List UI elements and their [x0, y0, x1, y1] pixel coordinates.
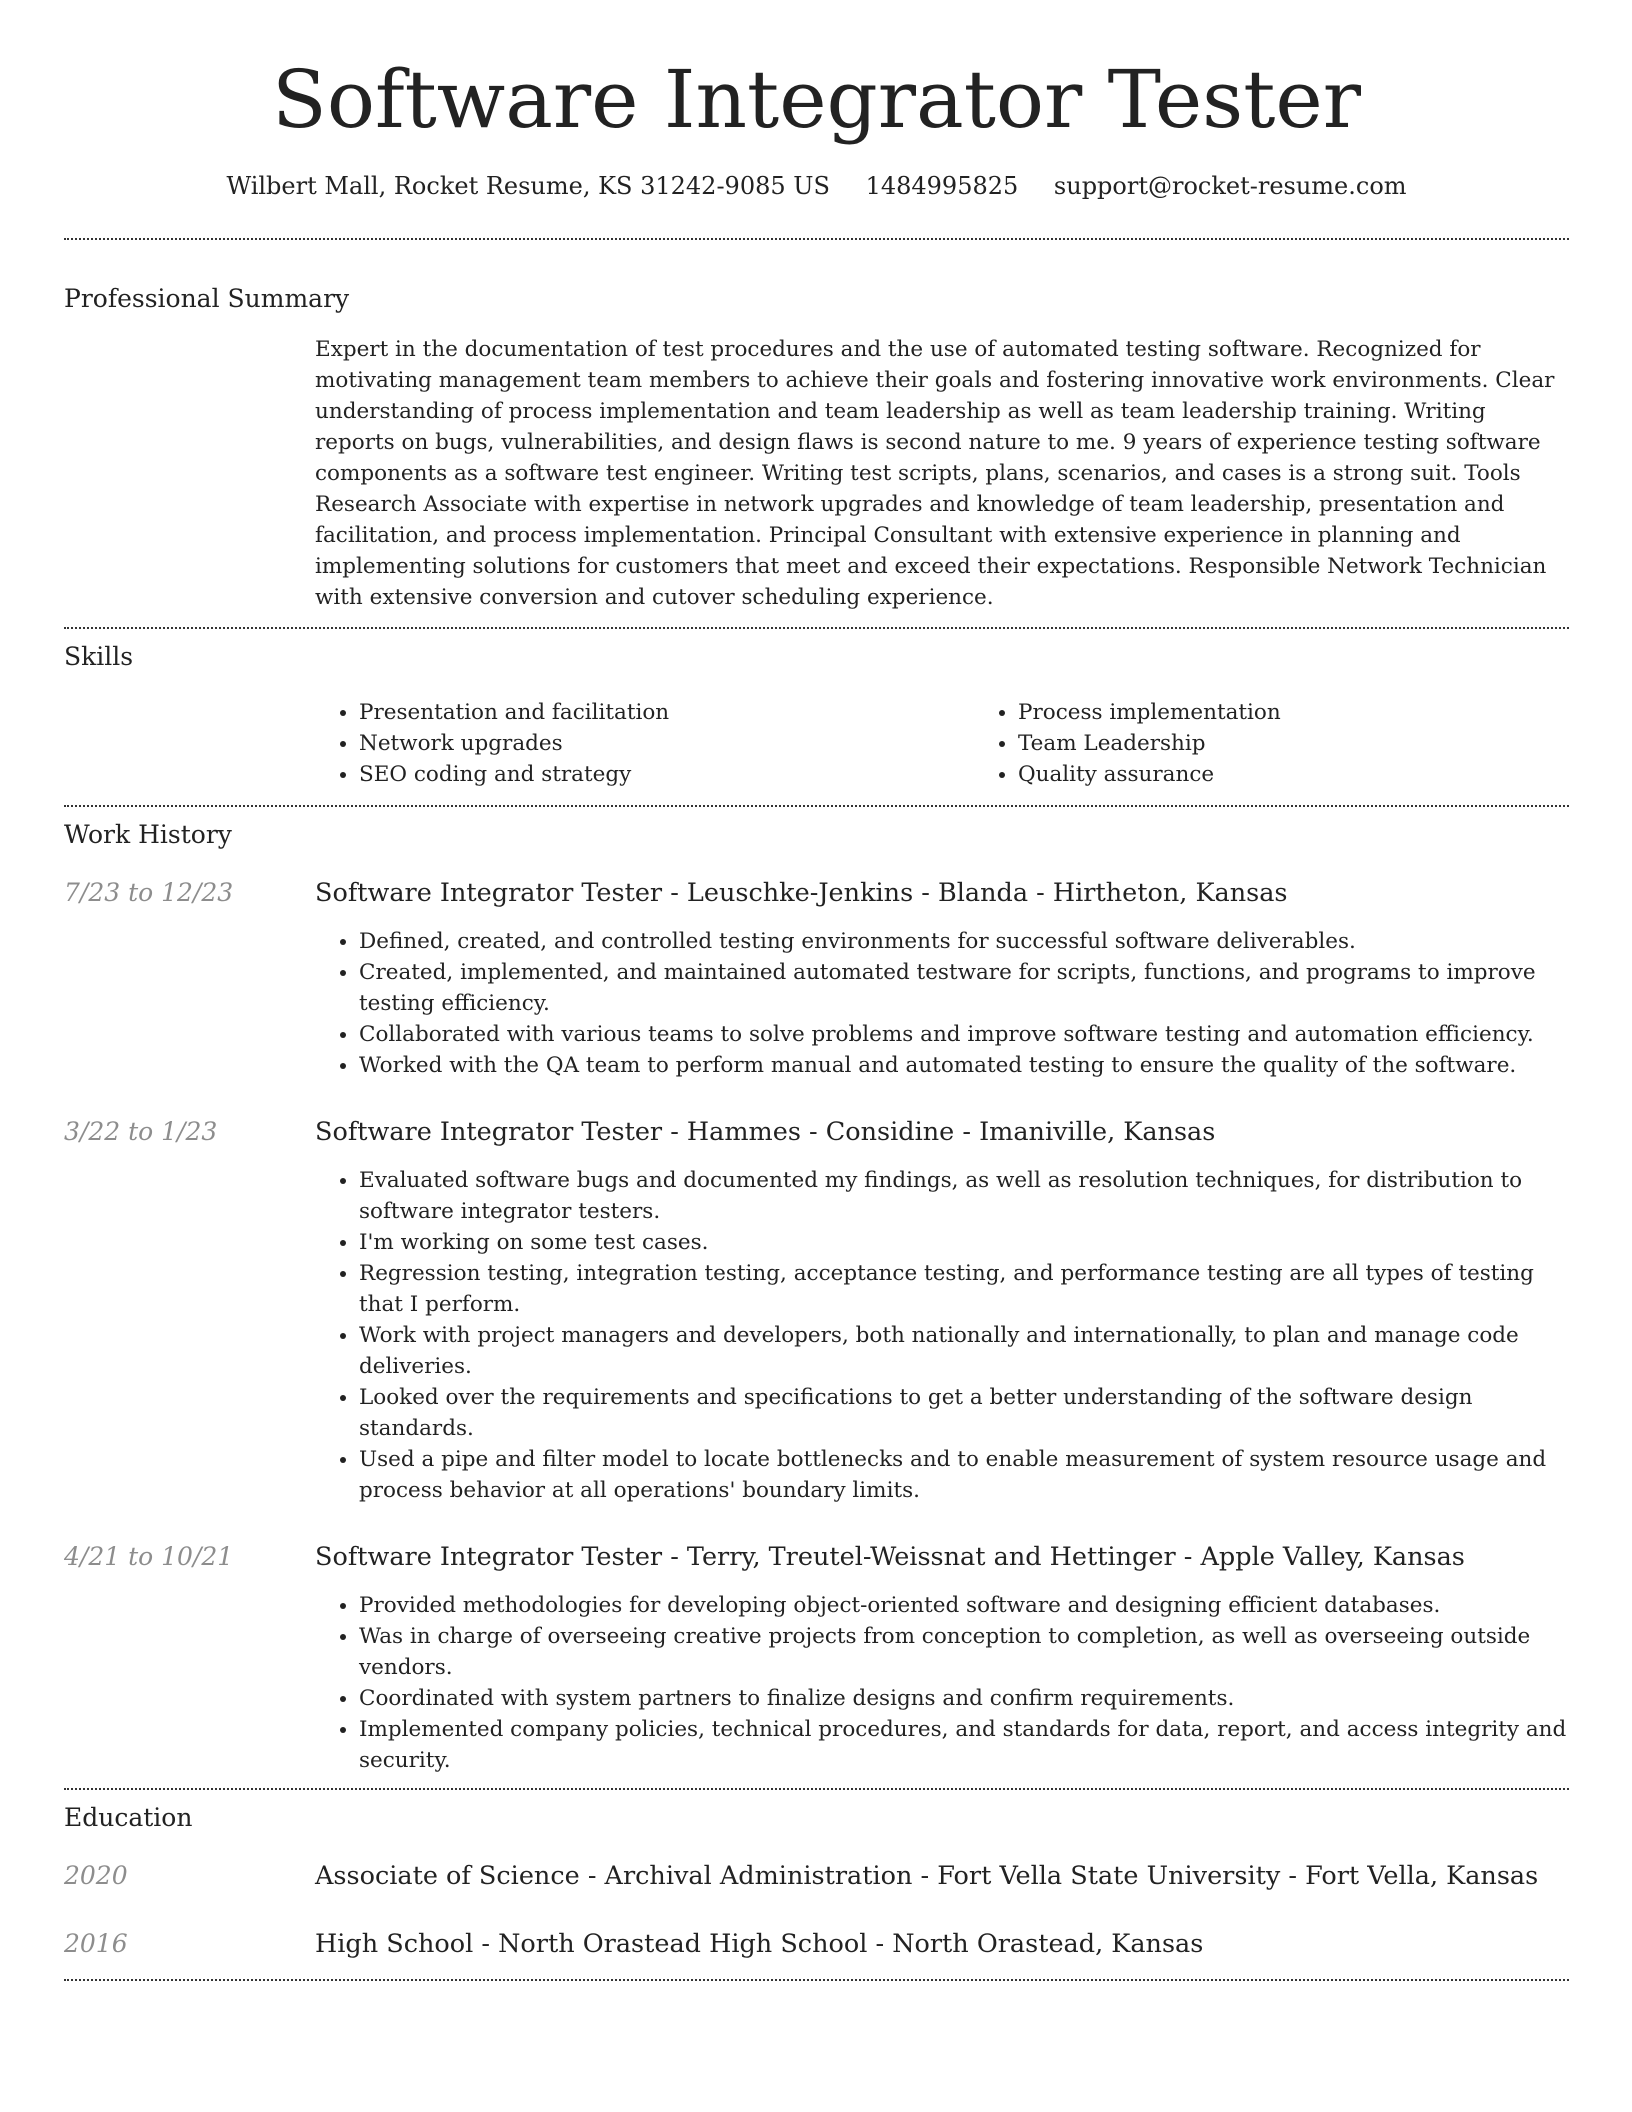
skill-item: • Process implementation [1018, 697, 1632, 728]
divider [64, 1979, 1569, 1981]
job-entry [64, 1117, 1569, 1506]
education-heading: Associate of Science - Archival Administration - Fort Vella State University - Fort Vella, Kansas [315, 1861, 1539, 1891]
skills-section [64, 642, 1569, 790]
resume-page [64, 0, 1569, 1981]
education-year: 2020 [64, 1861, 128, 1890]
skills-list-right [974, 697, 1632, 790]
job-bullet: • Defined, created, and controlled testing environments for successful software deliverables. [359, 926, 1569, 957]
job-heading: Software Integrator Tester - Leuschke-Jenkins - Blanda - Hirtheton, Kansas [315, 878, 1288, 908]
job-bullet: • Coordinated with system partners to finalize designs and confirm requirements. [359, 1683, 1569, 1714]
summary-section [64, 284, 1569, 613]
job-bullet: • Regression testing, integration testing, acceptance testing, and performance testing are all types of testing that I perform. [359, 1258, 1569, 1320]
education-entry [64, 1929, 1569, 1959]
skill-item: • SEO coding and strategy [359, 759, 974, 790]
section-title-summary: Professional Summary [64, 284, 350, 313]
skills-list-left [315, 697, 974, 790]
job-bullet: • Implemented company policies, technical procedures, and standards for data, report, and access integrity and security. [359, 1714, 1569, 1776]
summary-text: Expert in the documentation of test procedures and the use of automated testing software. Recognized for motivating management team members to achieve their goals and fostering innovative work environments. Clear understanding of process implementation and team leadership as well as team leadership training. Writing reports on bugs, vulnerabilities, and design flaws is second nature to me. 9 years of experience testing software components as a software test engineer. Writing test scripts, plans, scenarios, and cases is a strong suit. Tools Research Associate with expertise in network upgrades and knowledge of team leadership, presentation and facilitation, and process implementation. Principal Consultant with extensive experience in planning and implementing solutions for customers that meet and exceed their expectations. Responsible Network Technician with extensive conversion and cutover scheduling experience. [315, 337, 1555, 610]
job-bullet: • I'm working on some test cases. [359, 1227, 1569, 1258]
job-bullet: • Provided methodologies for developing object-oriented software and designing efficient databases. [359, 1590, 1569, 1621]
job-bullets [315, 1165, 1569, 1506]
job-heading: Software Integrator Tester - Terry, Treutel-Weissnat and Hettinger - Apple Valley, Kansas [315, 1542, 1465, 1572]
section-title-work-history: Work History [64, 820, 232, 849]
job-bullet: • Looked over the requirements and specifications to get a better understanding of the software design standards. [359, 1382, 1569, 1444]
education-entry [64, 1861, 1569, 1891]
section-title-skills: Skills [64, 642, 134, 671]
divider [64, 238, 1569, 240]
job-bullets [315, 1590, 1569, 1776]
divider [64, 627, 1569, 629]
divider [64, 805, 1569, 807]
contact-address: Wilbert Mall, Rocket Resume, KS 31242-9085 US [226, 172, 830, 200]
work-history-section [64, 820, 1569, 1776]
skill-item: • Presentation and facilitation [359, 697, 974, 728]
job-dates: 4/21 to 10/21 [64, 1542, 234, 1571]
job-entry [64, 878, 1569, 1081]
contact-line [64, 171, 1569, 201]
job-bullet: • Work with project managers and developers, both nationally and internationally, to plan and manage code deliveries. [359, 1320, 1569, 1382]
job-bullet: • Worked with the QA team to perform manual and automated testing to ensure the quality of the software. [359, 1050, 1569, 1081]
job-dates: 3/22 to 1/23 [64, 1117, 218, 1146]
skill-item: • Network upgrades [359, 728, 974, 759]
contact-phone: 1484995825 [865, 172, 1019, 200]
education-year: 2016 [64, 1929, 128, 1958]
job-bullet: • Evaluated software bugs and documented my findings, as well as resolution techniques, for distribution to software integrator testers. [359, 1165, 1569, 1227]
skill-item: • Quality assurance [1018, 759, 1632, 790]
job-bullet: • Collaborated with various teams to solve problems and improve software testing and automation efficiency. [359, 1019, 1569, 1050]
job-entry [64, 1542, 1569, 1776]
skill-item: • Team Leadership [1018, 728, 1632, 759]
job-dates: 7/23 to 12/23 [64, 878, 234, 907]
resume-name: Software Integrator Tester [272, 53, 1361, 146]
job-bullets [315, 926, 1569, 1081]
section-title-education: Education [64, 1803, 193, 1832]
contact-email: support@rocket-resume.com [1053, 172, 1407, 200]
job-bullet: • Created, implemented, and maintained automated testware for scripts, functions, and programs to improve testing efficiency. [359, 957, 1569, 1019]
job-bullet: • Was in charge of overseeing creative projects from conception to completion, as well as overseeing outside vendors. [359, 1621, 1569, 1683]
job-bullet: • Used a pipe and filter model to locate bottlenecks and to enable measurement of system resource usage and process behavior at all operations' boundary limits. [359, 1444, 1569, 1506]
education-section [64, 1803, 1569, 1959]
education-heading: High School - North Orastead High School - North Orastead, Kansas [315, 1929, 1204, 1959]
divider [64, 1788, 1569, 1790]
job-heading: Software Integrator Tester - Hammes - Considine - Imaniville, Kansas [315, 1117, 1216, 1147]
